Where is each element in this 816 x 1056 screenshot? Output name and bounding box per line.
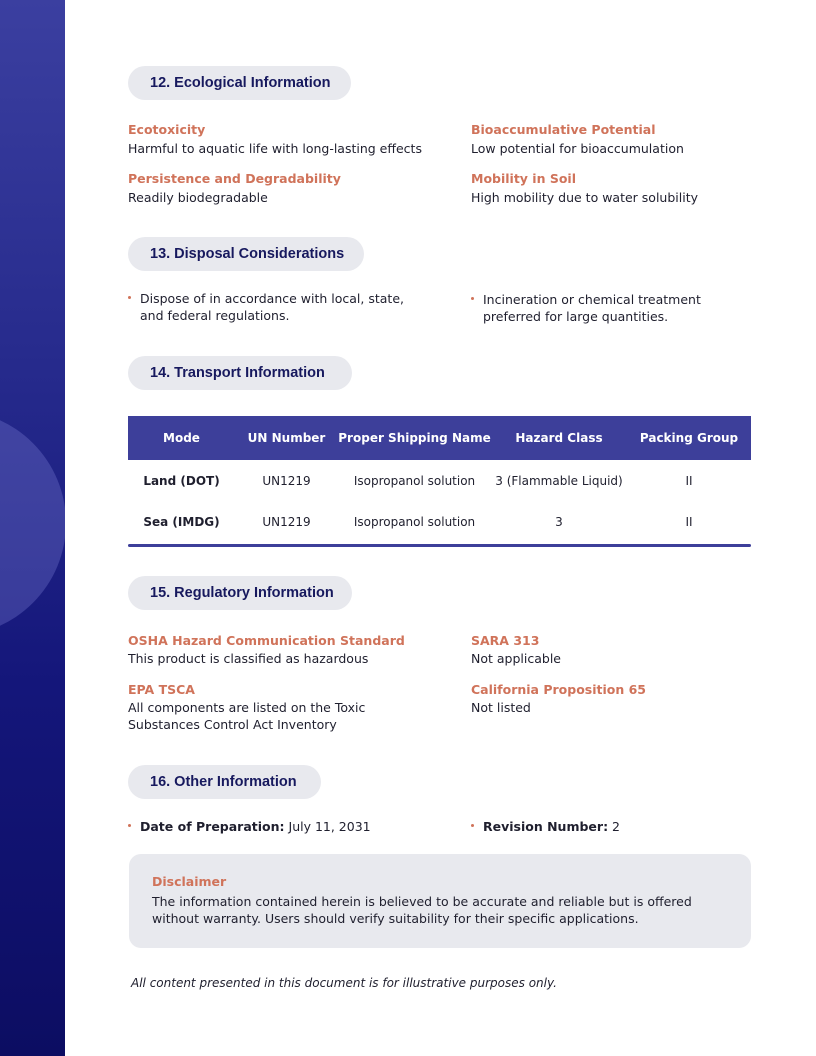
bullet-dot-icon	[471, 824, 474, 827]
cell-un-number: UN1219	[262, 514, 311, 529]
cell-mode: Land (DOT)	[143, 473, 220, 488]
sara-value: Not applicable	[471, 651, 561, 666]
cell-packing-group: II	[685, 473, 693, 488]
persistence-label: Persistence and Degradability	[128, 171, 341, 186]
osha-value: This product is classified as hazardous	[128, 651, 369, 666]
cell-hazard-class: 3	[555, 514, 563, 529]
bioaccumulative-label: Bioaccumulative Potential	[471, 122, 656, 137]
mobility-label: Mobility in Soil	[471, 171, 576, 186]
section-12-heading: 12. Ecological Information	[128, 66, 351, 100]
table-row	[128, 460, 751, 501]
table-header-row	[128, 416, 751, 460]
preparation-date	[128, 818, 371, 835]
disclaimer-label: Disclaimer	[152, 874, 227, 889]
cell-packing-group: II	[685, 514, 693, 529]
mobility-value: High mobility due to water solubility	[471, 190, 698, 205]
sidebar-decoration	[0, 0, 65, 1056]
footer-note: All content presented in this document is for illustrative purposes only.	[131, 976, 557, 990]
header-packing-group: Packing Group	[639, 431, 739, 445]
tsca-label: EPA TSCA	[128, 682, 195, 697]
disclaimer-box	[129, 854, 751, 948]
prop65-value: Not listed	[471, 700, 531, 715]
disposal-bullet-2-text: Incineration or chemical treatment preferred for large quantities.	[483, 292, 701, 324]
revision-number-value: 2	[608, 819, 621, 834]
disposal-bullet-1	[128, 290, 418, 324]
disposal-bullet-2	[471, 291, 751, 325]
revision-number-label: Revision Number:	[483, 819, 609, 834]
tsca-value: All components are listed on the Toxic Substances Control Act Inventory	[128, 700, 366, 732]
header-hazard-class: Hazard Class	[515, 431, 603, 445]
cell-hazard-class: 3 (Flammable Liquid)	[495, 473, 623, 488]
disclaimer-text: The information contained herein is believed to be accurate and reliable but is offered without warranty. Users should verify suitability for their specific applications.	[152, 894, 692, 926]
preparation-date-value: July 11, 2031	[284, 819, 371, 834]
table-row	[128, 501, 751, 542]
header-un-number: UN Number	[247, 431, 326, 445]
section-14-heading: 14. Transport Information	[128, 356, 352, 390]
cell-un-number: UN1219	[262, 473, 311, 488]
bullet-dot-icon	[128, 296, 131, 299]
disposal-bullet-1-text: Dispose of in accordance with local, state, and federal regulations.	[140, 291, 404, 323]
preparation-date-label: Date of Preparation:	[140, 819, 285, 834]
cell-mode: Sea (IMDG)	[143, 514, 220, 529]
decorative-circle	[0, 410, 65, 636]
transport-table	[128, 416, 751, 547]
section-15-heading: 15. Regulatory Information	[128, 576, 352, 610]
prop65-label: California Proposition 65	[471, 682, 647, 697]
osha-label: OSHA Hazard Communication Standard	[128, 633, 405, 648]
section-16-heading: 16. Other Information	[128, 765, 321, 799]
bullet-dot-icon	[128, 824, 131, 827]
persistence-value: Readily biodegradable	[128, 190, 268, 205]
cell-shipping-name: Isopropanol solution	[353, 514, 476, 529]
table-bottom-border	[128, 544, 751, 547]
ecotoxicity-value: Harmful to aquatic life with long-lasting effects	[128, 141, 422, 156]
header-shipping-name: Proper Shipping Name	[338, 431, 491, 445]
bullet-dot-icon	[471, 297, 474, 300]
header-mode: Mode	[163, 431, 200, 445]
ecotoxicity-label: Ecotoxicity	[128, 122, 206, 137]
cell-shipping-name: Isopropanol solution	[353, 473, 476, 488]
sara-label: SARA 313	[471, 633, 540, 648]
section-13-heading: 13. Disposal Considerations	[128, 237, 364, 271]
bioaccumulative-value: Low potential for bioaccumulation	[471, 141, 684, 156]
revision-number	[471, 818, 620, 835]
